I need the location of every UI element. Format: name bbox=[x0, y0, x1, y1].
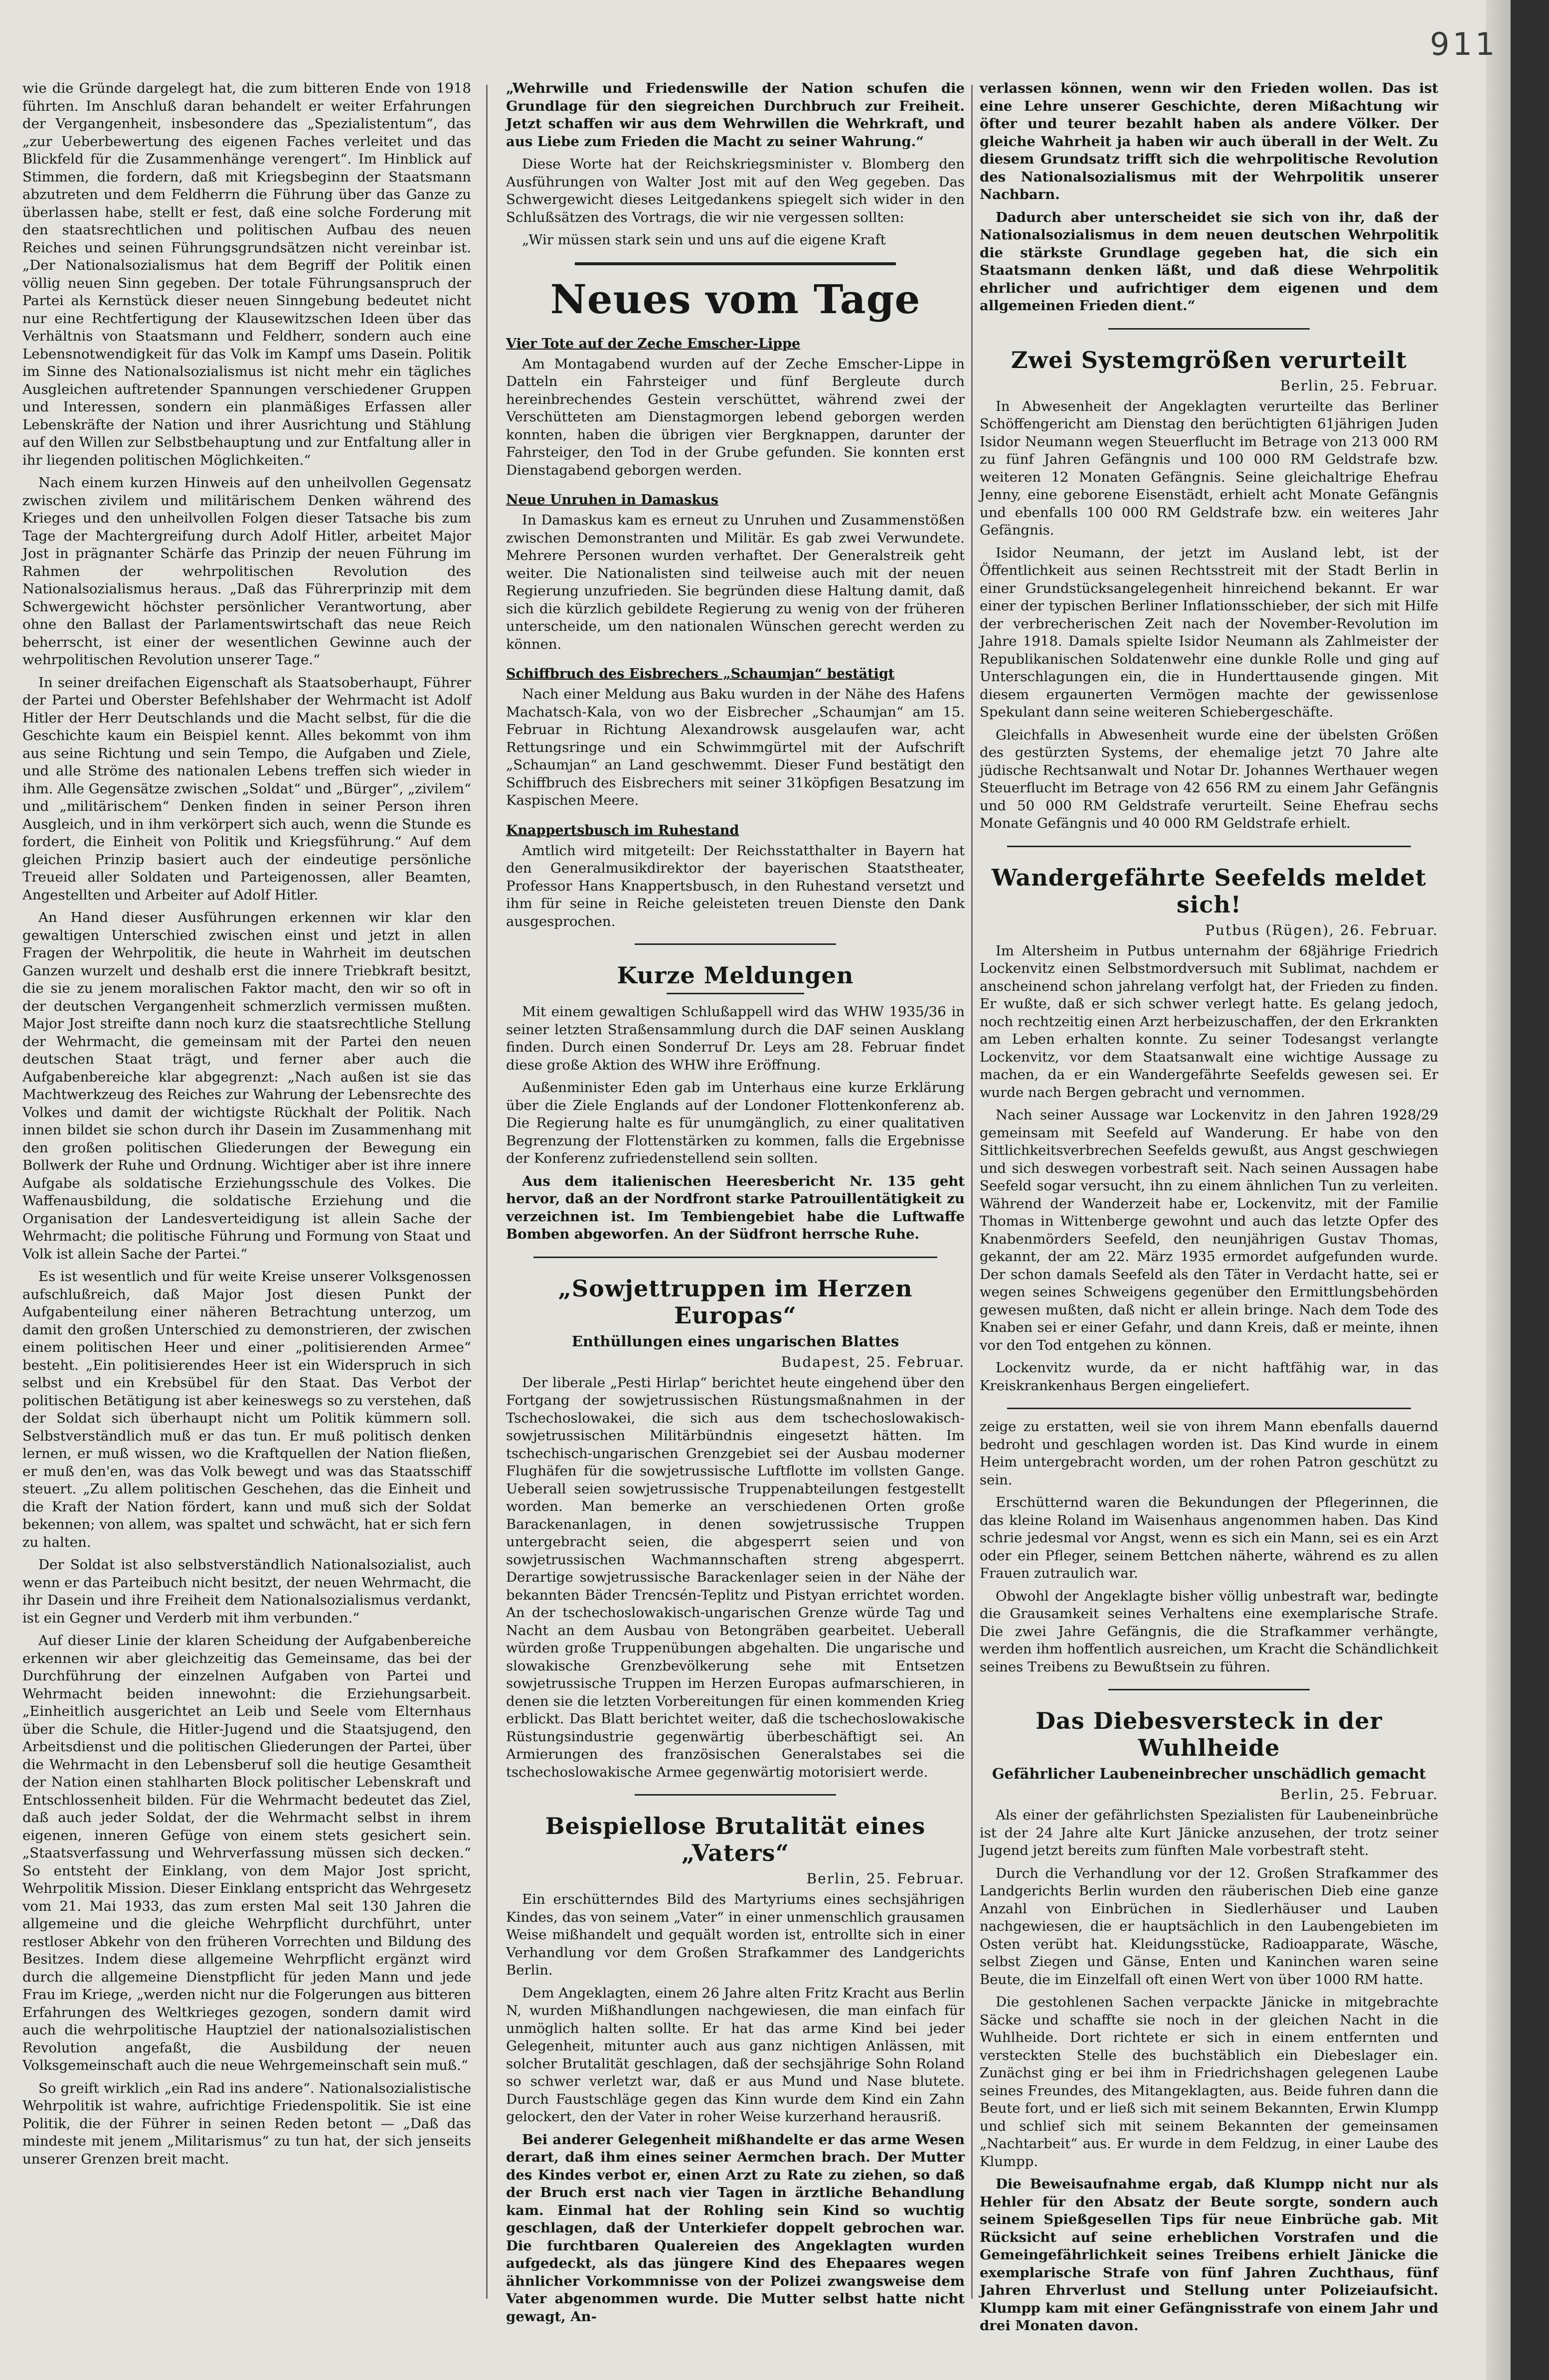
article-paragraph: Der Soldat ist also selbstverständlich Nationalsozialist, auch wenn er das Parteibuch nicht besitzt, der neuen Wehrmacht, die ihr Dasein und ihre Freiheit dem Nationalsozialismus verdankt, ist ein Gegner und Verderb mit ihm verbunden.“ bbox=[22, 1557, 471, 1626]
section-divider bbox=[575, 262, 896, 265]
article-headline: Das Diebesversteck in der Wuhlheide bbox=[1035, 1707, 1382, 1761]
article-paragraph: Bei anderer Gelegenheit mißhandelte er das arme Wesen derart, daß ihm eines seiner Aermchen brach. Der Mutter des Kindes verbot er, einen Arzt zu Rate zu ziehen, so daß der Bruch erst nach vier Tagen in ärztliche Behandlung kam. Einmal hat der Rohling sein Kind so wuchtig geschlagen, daß der Unterkiefer doppelt gebrochen war. Die furchtbaren Qualereien des Angeklagten wurden aufgedeckt, als das jüngere Kind des Ehepaares wegen ähnlicher Vorkommnisse von der Polizei zwangsweise dem Vater abgenommen wurde. Die Mutter selbst hatte nicht gewagt, An- bbox=[506, 2131, 965, 2325]
article-paragraph: Es ist wesentlich und für weite Kreise unserer Volksgenossen aufschlußreich, daß Major Jost diesen Punkt der Aufgabenteilung einer näheren Betrachtung unterzog, um damit den großen Unterschied zu demonstrieren, der zwischen einem politischen Heer und einer „politisierenden Armee“ besteht. „Ein politisierendes Heer ist ein Widerspruch in sich selbst und ein Krebsübel für den Staat. Das Verbot der politischen Betätigung ist aber keineswegs so zu verstehen, daß der Soldat sich überhaupt nicht um Politik kümmern soll. Selbstverständlich muß er das tun. Er muß politisch denken lernen, er muß wissen, wo die Kraftquellen der Nation fließen, er muß den'en, was das Volk bewegt und was das Staatsschiff steuert. „Zu allem politischen Geschehen, das die Einheit und die Kraft der Nation fördert, kann und muß sich der Soldat bekennen; von allem, was spaltet und schwächt, hat er sich fern zu halten. bbox=[22, 1269, 471, 1550]
article-headline: Kurze Meldungen bbox=[617, 962, 854, 989]
section-divider bbox=[1007, 1408, 1411, 1409]
news-item-text: Am Montagabend wurden auf der Zeche Emscher-Lippe in Datteln ein Fahrsteiger und fünf Bergleute durch hereinbrechendes Gestein verschüttet, während zwei der Verschütteten am Dienstagmorgen lebend geborgen werden konnten, haben die übrigen vier Bergknappen, darunter der Fahrsteiger, den Tod in der Grube gefunden. Sie konnten erst Dienstagabend geborgen werden. bbox=[506, 356, 965, 478]
article-paragraph: Der liberale „Pesti Hirlap“ berichtet heute eingehend über den Fortgang der sowjetrussischen Rüstungsmaßnahmen in der Tschechoslowakei, die sich aus dem tschechoslowakisch-sowjetrussischen Militärbündnis eingesetzt hätten. Im tschechisch-ungarischen Grenzgebiet sei der Ausbau moderner Flughäfen für die sowjetrussische Luftflotte im vollsten Gange. Ueberall seien sowjetrussische Truppenabteilungen festgestellt worden. Man bemerke an verschiedenen Orten große Barackenanlagen, in denen sowjetrussische Truppen untergebracht seien, die abgesperrt seien und von sowjetrussischen Wachmannschaften streng abgesperrt. Derartige sowjetrussische Barackenlager seien in der Nähe der bekannten Bäder Trencsén-Teplitz und Pistyan errichtet worden. An der tschechoslowakisch-ungarischen Grenze würde Tag und Nacht an dem Ausbau von Betongräben gearbeitet. Ueberall würden große Truppenübungen abgehalten. Die ungarische und slowakische Grenzbevölkerung sehe mit Entsetzen sowjetrussische Truppen im Herzen Europas aufmarschieren, in denen sie die letzten Vorbereitungen für einen kommenden Krieg erblickt. Das Blatt berichtet weiter, daß die tschechoslowakische Rüstungsindustrie gegenwärtig überbeschäftigt sei. An Armierungen des französischen Generalstabes sei die tschechoslowakische Armee gegenwärtig motorisiert werde. bbox=[506, 1374, 965, 1780]
article-paragraph: Lockenvitz wurde, da er nicht haftfähig war, in das Kreiskrankenhaus Bergen eingeliefert. bbox=[980, 1360, 1438, 1394]
news-item-heading: Knappertsbusch im Ruhestand bbox=[506, 822, 739, 838]
article-paragraph: Dem Angeklagten, einem 26 Jahre alten Fritz Kracht aus Berlin N, wurden Mißhandlungen nachgewiesen, die man einfach für unmöglich halten sollte. Er hat das arme Kind bei jeder Gelegenheit, mitunter auch aus ganz nichtigen Anlässen, mit solcher Brutalität geschlagen, daß der sechsjährige Sohn Roland so schwer verletzt war, daß er aus Mund und Nase blutete. Durch Faustschläge gegen das Kinn wurde dem Kind ein Zahn gelockert, den der Vater in roher Weise kurzerhand herausriß. bbox=[506, 1985, 965, 2125]
article-paragraph: Isidor Neumann, der jetzt im Ausland lebt, ist der Öffentlichkeit aus seinen Rechtsstreit mit der Stadt Berlin in einer Grundstücksangelegenheit hinreichend bekannt. Er war einer der typischen Berliner Inflationsschieber, der sich mit Hilfe der verbrecherischen Zeit nach der November-Revolution im Jahre 1918. Damals spielte Isidor Neumann als Zahlmeister der Republikanischen Soldatenwehr eine dunkle Rolle und ging auf Unterschlagungen ein, die in Hunderttausende gingen. Mit diesem ergaunerten Vermögen machte der gewissenlose Spekulant dann seine weiteren Schiebergeschäfte. bbox=[980, 545, 1438, 720]
article-paragraph: Ein erschütterndes Bild des Martyriums eines sechsjährigen Kindes, das von seinem „Vater“ in einer unmenschlich grausamen Weise mißhandelt und gequält worden ist, entrollte sich in einer Verhandlung vor dem Großen Strafkammer des Landgerichts Berlin. bbox=[506, 1891, 965, 1978]
article-paragraph: Mit einem gewaltigen Schlußappell wird das WHW 1935/36 in seiner letzten Straßensammlung durch die DAF seinen Ausklang finden. Durch einen Sonderruf Dr. Leys am 28. Februar findet diese große Aktion des WHW ihre Eröffnung. bbox=[506, 1004, 965, 1073]
article-paragraph: Nach seiner Aussage war Lockenvitz in den Jahren 1928/29 gemeinsam mit Seefeld auf Wanderung. Er habe von den Sittlichkeitsverbrechen Seefelds gewußt, aus Angst geschwiegen und sich deswegen vorbestraft seit. Nach seinen Aussagen habe Seefeld sogar versucht, ihn zu einem ähnlichen Tun zu verleiten. Während der Wanderzeit habe er, Lockenvitz, mit der Familie Thomas in Wittenberge gewohnt und auch das letzte Opfer des Knabenmörders Seefeld, den neunjährigen Gustav Thomas, gekannt, der am 22. März 1935 ermordet aufgefunden wurde. Der schon damals Seefeld als den Täter in Verdacht hatte, sei er wegen seines Schweigens gegenüber den Ermittlungsbehörden gewesen mußten, daß nicht er allein bringe. Nach dem Tode des Knaben sei er einer Gefahr, und dann Kreis, daß er meinte, ihnen vor den Tod entgehen zu können. bbox=[980, 1107, 1438, 1353]
article-paragraph: verlassen können, wenn wir den Frieden wollen. Das ist eine Lehre unserer Geschichte, deren Mißachtung wir öfter und teurer bezahlt haben als andere Völker. Der gleiche Wahrheit ja haben wir auch überall in der Welt. Zu diesem Grundsatz trifft sich die wehrpolitische Revolution des Nationalsozialismus mit der Wehrpolitik unserer Nachbarn. bbox=[980, 80, 1438, 202]
article-continuation: zeige zu erstatten, weil sie von ihrem Mann ebenfalls dauernd bedroht und geschlagen worden ist. Das Kind wurde in einem Heim untergebracht worden, um der rohen Patron geschützt zu sein. bbox=[980, 1419, 1438, 1488]
article-paragraph: Im Altersheim in Putbus unternahm der 68jährige Friedrich Lockenvitz einen Selbstmordversuch mit Sublimat, nachdem er anscheinend schon jahrelang verfolgt hat, der Frieden zu finden. Er wußte, daß er sich schwer verlegt hatte. Es gelang jedoch, noch rechtzeitig einen Arzt herbeizuschaffen, der den Erkrankten am Leben erhalten konnte. Zu seiner Todesangst verlangte Lockenvitz, vor dem Staatsanwalt eine wichtige Aussage zu machen, da er ein Wandergefährte Seefelds gewesen sei. Er wurde nach Bergen gebracht und vernommen. bbox=[980, 942, 1438, 1100]
news-item-text: Nach einer Meldung aus Baku wurden in der Nähe des Hafens Machatsch-Kala, von wo der Eisbrecher „Schaumjan“ am 15. Februar in Richtung Alexandrowsk ausgelaufen war, acht Rettungsringe und ein Schwimmgürtel mit der Aufschrift „Schaumjan“ an Land geschwemmt. Dieser Fund bestätigt den Schiffbruch des Eisbrechers mit seiner 31köpfigen Besatzung im Kaspischen Meere. bbox=[506, 686, 965, 808]
article-dateline: Berlin, 25. Februar. bbox=[1280, 377, 1438, 394]
section-divider bbox=[1007, 846, 1411, 847]
quote-paragraph: „Wehrwille und Friedenswille der Nation schufen die Grundlage für den siegreichen Durchbruch zur Freiheit. Jetzt schaffen wir aus dem Wehrwillen die Wehrkraft, und aus Liebe zum Frieden die Macht zu seiner Wahrung.“ bbox=[506, 80, 965, 150]
news-item-text: Amtlich wird mitgeteilt: Der Reichsstatthalter in Bayern hat den Generalmusikdirektor der bayerischen Staatstheater, Professor Hans Knappertsbusch, in den Ruhestand versetzt und ihm für seine in Reiche geleisteten treuen Dienste den Dank ausgesprochen. bbox=[506, 842, 965, 929]
article-paragraph: „Wir müssen stark sein und uns auf die eigene Kraft bbox=[522, 232, 886, 248]
article-dateline: Budapest, 25. Februar. bbox=[781, 1353, 965, 1370]
news-item-heading: Vier Tote auf der Zeche Emscher-Lippe bbox=[506, 336, 801, 352]
article-paragraph: In Abwesenheit der Angeklagten verurteilte das Berliner Schöffengericht am Dienstag den berüchtigten 61jährigen Juden Isidor Neumann wegen Steuerflucht im Betrage von 213 000 RM zu fünf Jahren Gefängnis und 100 000 RM Geldstrafe bzw. weiteren 12 Monaten Gefängnis. Seine gleichaltrige Ehefrau Jenny, eine geborene Eisenstädt, erhielt acht Monate Gefängnis und ebenfalls 100 000 RM Geldstrafe bzw. ein weiteres Jahr Gefängnis. bbox=[980, 398, 1438, 538]
news-item-heading: Neue Unruhen in Damaskus bbox=[506, 492, 718, 508]
article-paragraph: wie die Gründe dargelegt hat, die zum bitteren Ende von 1918 führten. Im Anschluß daran behandelt er weiter Erfahrungen der Vergangenheit, insbesondere das „Spezialistentum“, das „zur Ueberbewertung des eigenen Faches verleitet und das Blickfeld für die Zusammenhänge verengert“. Im Hinblick auf Stimmen, die fordern, daß mit Kriegsbeginn der Staatsmann abzutreten und dem Feldherrn die Führung über das Ganze zu überlassen habe, stellt er fest, daß eine solche Forderung mit den staatsrechtlichen und politischen Aufbau des neuen Reiches und seinen Führungsgrundsätzen nicht vereinbar ist. „Der Nationalsozialismus hat dem Begriff der Politik einen völlig neuen Sinn gegeben. Der totale Führungsanspruch der Partei als Kernstück dieser neuen Sinngebung bedeutet nicht nur eine Rechtfertigung der Klausewitzschen Ideen über das Verhältnis von Staatsmann und Feldherr, sondern auch eine Lebensnotwendigkeit für das Volk im Kampf ums Dasein. Politik im Sinne des Nationalsozialismus ist nicht mehr ein tägliches Ausgleichen auftretender Spannungen verschiedener Gruppen und Interessen, sondern ein planmäßiges Erfassen aller Lebenskräfte der Nation und ihrer Ausrichtung und Stählung auf den Willen zur Selbstbehauptung und zur Entfaltung aller in ihr liegenden politischen Möglichkeiten.“ bbox=[22, 80, 471, 468]
article-subheadline: Gefährlicher Laubeneinbrecher unschädlich gemacht bbox=[992, 1765, 1426, 1782]
article-paragraph: Dadurch aber unterscheidet sie sich von ihr, daß der Nationalsozialismus in dem neuen deutschen Wehrpolitik die stärkste Grundlage gegeben hat, die sich ein Staatsmann denken läßt, und daß diese Wehrpolitik ehrlicher und aufrichtiger dem eigenen und dem allgemeinen Frieden dient.“ bbox=[980, 209, 1438, 314]
article-headline: Zwei Systemgrößen verurteilt bbox=[1011, 346, 1407, 373]
article-headline: Wandergefährte Seefelds meldet sich! bbox=[991, 864, 1427, 918]
section-divider bbox=[635, 943, 837, 945]
article-headline: Beispiellose Brutalität eines „Vaters“ bbox=[545, 1813, 926, 1866]
article-paragraph: Als einer der gefährlichsten Spezialisten für Laubeneinbrüche ist der 24 Jahre alte Kurt Jänicke anzusehen, der trotz seiner Jugend jetzt bereits zum fünften Male vorbestraft steht. bbox=[980, 1807, 1438, 1858]
column-right bbox=[980, 80, 1438, 2334]
article-paragraph: Auf dieser Linie der klaren Scheidung der Aufgabenbereiche erkennen wir aber gleichzeitig das Gemeinsame, das bei der Durchführung der einzelnen Aufgaben von Partei und Wehrmacht beiden innewohnt: die Erziehungsarbeit. „Einheitlich ausgerichtet an Leib und Seele vom Elternhaus über die Schule, die Hitler-Jugend und die Staatsjugend, den Arbeitsdienst und die politischen Gliederungen der Partei, über die Wehrmacht in den Lebensberuf soll die heutige Gesamtheit der Nation einen stahlharten Block politischer Lebenskraft und Entschlossenheit bilden. Für die Wehrmacht bedeutet das Ziel, daß auch jeder Soldat, der die Wehrmacht selbst in ihrem eigenen, inneren Gefüge von einem stets gesichert sein. „Staatsverfassung und Wehrverfassung müssen sich decken.“ So entsteht der Einklang, von dem Major Jost spricht, Wehrpolitik Mission. Dieser Einklang entspricht das Wehrgesetz vom 21. Mai 1933, das zum ersten Mal seit 130 Jahren die allgemeine und die gleiche Wehrpflicht durchführt, unter restloser Abkehr von den früheren Vorrechten und Bildung des Besitzes. Indem diese allgemeine Wehrpflicht ergänzt wird durch die allgemeine Dienstpflicht für jeden Mann und jede Frau im Kriege, „werden nicht nur die Folgerungen aus bitteren Erfahrungen des Weltkrieges gezogen, sondern damit wird auch die wehrpolitische Hauptziel der nationalsozialistischen Revolution angefaßt, die Ausbildung der neuen Volksgemeinschaft auch die neue Wehrgemeinschaft sein muß.“ bbox=[22, 1633, 471, 2073]
section-divider bbox=[1108, 328, 1310, 330]
headline-underline bbox=[667, 993, 804, 994]
article-paragraph: Erschütternd waren die Bekundungen der Pflegerinnen, die das kleine Roland im Waisenhaus angenommen haben. Das Kind schrie jedesmal vor Angst, wenn es sich ein Mann, sei es ein Arzt oder ein Pfleger, seinem Bettchen näherte, während es zu allen Frauen zutraulich war. bbox=[980, 1494, 1438, 1581]
column-middle bbox=[506, 80, 965, 2325]
article-paragraph: Aus dem italienischen Heeresbericht Nr. 135 geht hervor, daß an der Nordfront starke Patrouillentätigkeit zu verzeichnen ist. Im Tembiengebiet habe die Luftwaffe Bomben abgeworfen. An der Südfront herrsche Ruhe. bbox=[506, 1173, 965, 1242]
news-item-heading: Schiffbruch des Eisbrechers „Schaumjan“ bestätigt bbox=[506, 666, 895, 682]
column-divider bbox=[486, 85, 488, 2299]
article-paragraph: Die Beweisaufnahme ergab, daß Klumpp nicht nur als Hehler für den Absatz der Beute sorgte, sondern auch seinem Spießgesellen Tips für neue Einbrüche gab. Mit Rücksicht auf seine erheblichen Vorstrafen und die Gemeingefährlichkeit seines Treibens erhielt Jänicke die exemplarische Strafe von fünf Jahren Zuchthaus, fünf Jahren Ehrverlust und Stellung unter Polizeiaufsicht. Klumpp kam mit einer Gefängnisstrafe von einem Jahr und drei Monaten davon. bbox=[980, 2176, 1438, 2334]
article-paragraph: In seiner dreifachen Eigenschaft als Staatsoberhaupt, Führer der Partei und Oberster Befehlshaber der Wehrmacht ist Adolf Hitler der Herr Deutschlands und die Macht selbst, für die die Geschichte kaum ein Beispiel kennt. Alles bekommt von ihm aus seine Richtung und sein Tempo, die Aufgaben und Ziele, und alle Ströme des nationalen Lebens treffen sich wieder in ihm. Alle Gegensätze zwischen „Soldat“ und „Bürger“, „zivilem“ und „militärischem“ Denken finden in seiner Person ihren Ausgleich, und in ihm verkörpert sich auch, wenn die Stunde es fordert, die Einheit von Politik und Kriegsführung.“ Auf dem gleichen Prinzip basiert auch der eindeutige persönliche Treueid aller Soldaten und Parteigenossen, aller Beamten, Angestellten und Arbeiter auf Adolf Hitler. bbox=[22, 674, 471, 903]
article-paragraph: Nach einem kurzen Hinweis auf den unheilvollen Gegensatz zwischen zivilem und militärischem Denken während des Krieges und den unheilvollen Folgen dieser Tatsache bis zum Tage der Machtergreifung durch Adolf Hitler, arbeitet Major Jost in prägnanter Schärfe das Prinzip der neuen Führung im Rahmen der wehrpolitischen Revolution des Nationalsozialismus heraus. „Daß das Führerprinzip mit dem Schwergewicht höchster persönlicher Verantwortung, aber ohne den Ballast der Parlamentswirtschaft das neue Reich beherrscht, ist einer der wesentlichen Gewinne auch der wehrpolitischen Revolution unserer Tage.“ bbox=[22, 475, 471, 668]
section-divider bbox=[533, 1257, 937, 1258]
article-headline: „Sowjettruppen im Herzen Europas“ bbox=[558, 1275, 913, 1329]
article-paragraph: Durch die Verhandlung vor der 12. Großen Strafkammer des Landgerichts Berlin wurden den räuberischen Dieb eine ganze Anzahl von Einbrüchen in Siedlerhäuser und Lauben nachgewiesen, die er hauptsächlich in den Laubengebieten im Osten verübt hat. Kleidungsstücke, Radioapparate, Wäsche, selbst Ziegen und Gänse, Enten und Kaninchen waren seine Beute, die im Einzelfall oft einen Wert von über 1000 RM hatte. bbox=[980, 1865, 1438, 1988]
column-left bbox=[22, 80, 471, 2314]
column-divider bbox=[971, 85, 973, 2299]
section-divider bbox=[1108, 1689, 1310, 1690]
article-dateline: Berlin, 25. Februar. bbox=[806, 1870, 965, 1887]
article-paragraph: Außenminister Eden gab im Unterhaus eine kurze Erklärung über die Ziele Englands auf der Londoner Flottenkonferenz ab. Die Regierung halte es für unumgänglich, zu einer qualitativen Begrenzung der Flottenstärken zu kommen, falls die Ergebnisse der Konferenz zufriedenstellend sein sollten. bbox=[506, 1080, 965, 1166]
page-number: 911 bbox=[1430, 26, 1498, 62]
article-subheadline: Enthüllungen eines ungarischen Blattes bbox=[571, 1332, 899, 1350]
article-dateline: Putbus (Rügen), 26. Februar. bbox=[1205, 921, 1438, 938]
article-paragraph: Die gestohlenen Sachen verpackte Jänicke in mitgebrachte Säcke und schaffte sie noch in der gleichen Nacht in die Wuhlheide. Dort richtete er sich in einem entfernten und versteckten Stelle des buchstäblich ein Diebeslager ein. Zunächst ging er bei ihm in Friedrichshagen gelegenen Laube seines Freundes, des Mitangeklagten, aus. Beide fuhren dann die Beute fort, und er ließ sich mit seinem Bekannten, Erwin Klumpp und schlief sich mit seinem Bekannten der gemeinsamen „Nachtarbeit“ aus. Er wurde in dem Feldzug, in einer Laube des Klumpp. bbox=[980, 1994, 1438, 2170]
page-edge bbox=[1486, 0, 1511, 2380]
article-paragraph: Gleichfalls in Abwesenheit wurde eine der übelsten Größen des gestürzten Systems, der ehemalige jetzt 70 Jahre alte jüdische Rechtsanwalt und Notar Dr. Johannes Werthauer wegen Steuerflucht im Betrage von 42 656 RM zu einem Jahr Gefängnis und 50 000 RM Geldstrafe verurteilt. Seine Ehefrau sechs Monate Gefängnis und 40 000 RM Geldstrafe erhielt. bbox=[980, 727, 1438, 831]
article-paragraph: So greift wirklich „ein Rad ins andere“. Nationalsozialistische Wehrpolitik ist wahre, aufrichtige Friedenspolitik. Sie ist eine Politik, die der Führer in seinen Reden betont — „Daß das mindeste mit jenem „Militarismus“ zu tun hat, der sich jenseits unserer Grenzen breit macht. bbox=[22, 2080, 471, 2167]
article-dateline: Berlin, 25. Februar. bbox=[1280, 1786, 1438, 1803]
news-item-text: In Damaskus kam es erneut zu Unruhen und Zusammenstößen zwischen Demonstranten und Militär. Es gab zwei Verwundete. Mehrere Personen wurden verhaftet. Der Generalstreik geht weiter. Die Nationalisten sind teilweise auch mit der neuen Regierung unzufrieden. Sie begründen diese Haltung damit, daß sich die kürzlich gebildete Regierung zu wenig von der früheren unterscheide, um den nationalen Wünschen gerecht werden zu können. bbox=[506, 512, 965, 652]
article-paragraph: An Hand dieser Ausführungen erkennen wir klar den gewaltigen Unterschied zwischen einst und jetzt in allen Fragen der Wehrpolitik, die heute in Wahrheit im deutschen Ganzen wurzelt und deshalb erst die innere Triebkraft besitzt, die sie zu jenem moralischen Faktor macht, den wir so oft in der deutschen Vergangenheit schmerzlich vermissen mußten. Major Jost streifte dann noch kurz die staatsrechtliche Stellung der Wehrmacht, die gemeinsam mit der Partei den neuen deutschen Staat trägt, und ferner aber auch die Aufgabenbereiche klar abgegrenzt: „Nach außen ist sie das Machtwerkzeug des Reiches zur Wahrung der Lebensrechte des Volkes und damit der wichtigste Rückhalt der Politik. Nach innen bildet sie schon durch ihr Dasein im Zusammenhang mit den großen politischen Gliederungen der Bewegung ein Bollwerk der Ruhe und Ordnung. Wichtiger aber ist ihre innere Aufgabe als soldatische Erziehungsschule des Volkes. Die Waffenausbildung, die soldatische Erziehung und die Organisation der Landesverteidigung ist allein Sache der Wehrmacht; die politische Führung und Formung von Staat und Volk ist allein Sache der Partei.“ bbox=[22, 910, 471, 1262]
section-banner: Neues vom Tage bbox=[550, 275, 921, 323]
section-divider bbox=[635, 1794, 837, 1796]
article-paragraph: Diese Worte hat der Reichskriegsminister v. Blomberg den Ausführungen von Walter Jost mit auf den Weg gegeben. Das Schwergewicht dieses Leitgedankens spiegelt sich wider in den Schlußsätzen des Vortrags, die wir nie vergessen sollten: bbox=[506, 156, 965, 225]
article-paragraph: Obwohl der Angeklagte bisher völlig unbestraft war, bedingte die Grausamkeit seines Verhaltens eine exemplarische Strafe. Die zwei Jahre Gefängnis, die die Strafkammer verhängte, werden ihm hoffentlich ausreichen, um Kracht die Schändlichkeit seines Treibens zu Bewußtsein zu führen. bbox=[980, 1588, 1438, 1675]
